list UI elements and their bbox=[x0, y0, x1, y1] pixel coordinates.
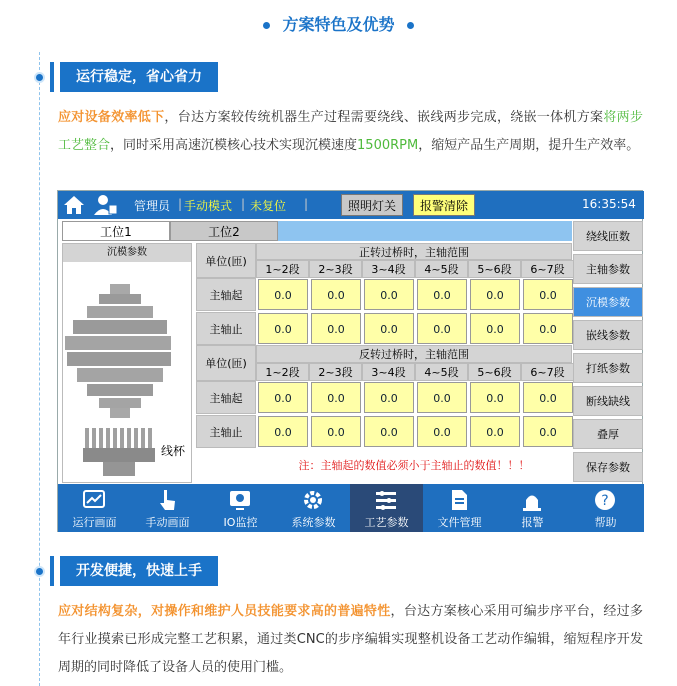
section1-highlight: 应对设备效率低下 bbox=[58, 110, 165, 125]
header-title: 方案特色及优势 bbox=[282, 15, 395, 34]
value-field-fwd-start[interactable]: 0.0 bbox=[523, 279, 573, 310]
header-dot-left bbox=[263, 22, 270, 29]
side-button-5[interactable]: 断线缺线 bbox=[573, 386, 643, 416]
segment-header-rev: 6~7段 bbox=[521, 363, 574, 381]
row-spindle-stop-rev: 主轴止 bbox=[196, 415, 256, 448]
segment-header-fwd: 6~7段 bbox=[521, 260, 574, 278]
side-button-1[interactable]: 主轴参数 bbox=[573, 254, 643, 284]
value-field-fwd-stop[interactable]: 0.0 bbox=[364, 313, 414, 344]
value-field-rev-start[interactable]: 0.0 bbox=[417, 382, 467, 413]
header-dot-right bbox=[407, 22, 414, 29]
value-field-fwd-stop[interactable]: 0.0 bbox=[311, 313, 361, 344]
hmi-screen bbox=[57, 190, 643, 532]
tab-station2[interactable]: 工位2 bbox=[170, 221, 278, 241]
value-field-fwd-start[interactable]: 0.0 bbox=[417, 279, 467, 310]
segment-header-rev: 2~3段 bbox=[309, 363, 362, 381]
side-button-0[interactable]: 绕线匝数 bbox=[573, 221, 643, 251]
value-field-fwd-start[interactable]: 0.0 bbox=[258, 279, 308, 310]
user-icon[interactable] bbox=[92, 193, 118, 217]
section2-title: 开发便捷，快速上手 bbox=[60, 556, 218, 586]
nav-label: 系统参数 bbox=[291, 516, 336, 529]
nav-label: 工艺参数 bbox=[364, 516, 409, 529]
section2-text: ，台达方案核心采用可编步序平台，经过多年行业摸索已形成完整工艺积累，通过类CNC的步序编辑实现整机设备工艺动作编辑，缩短程序开发周期的同时降低了设备人员的使用门槛。 bbox=[58, 604, 643, 675]
side-button-3[interactable]: 嵌线参数 bbox=[573, 320, 643, 350]
unit-label-rev: 单位(匝) bbox=[196, 345, 256, 381]
segment-header-fwd: 1~2段 bbox=[256, 260, 309, 278]
section-header bbox=[0, 12, 677, 35]
nav-item-6[interactable] bbox=[496, 484, 569, 532]
sep2: | bbox=[241, 197, 246, 211]
nav-item-7[interactable] bbox=[569, 484, 642, 532]
nav-item-5[interactable] bbox=[423, 484, 496, 532]
value-field-rev-stop[interactable]: 0.0 bbox=[258, 416, 308, 447]
sep1: | bbox=[178, 197, 183, 211]
nav-label: 报警 bbox=[521, 516, 544, 529]
section1-text-c: ，缩短产品生产周期，提升生产效率。 bbox=[418, 138, 640, 153]
segment-header-fwd: 3~4段 bbox=[362, 260, 415, 278]
hand-icon bbox=[155, 488, 179, 512]
value-field-fwd-stop[interactable]: 0.0 bbox=[258, 313, 308, 344]
side-button-6[interactable]: 叠厚 bbox=[573, 419, 643, 449]
sliders-icon bbox=[374, 488, 398, 512]
value-field-fwd-start[interactable]: 0.0 bbox=[470, 279, 520, 310]
home-icon[interactable] bbox=[62, 193, 86, 217]
tab-station1[interactable]: 工位1 bbox=[62, 221, 170, 241]
value-field-rev-start[interactable]: 0.0 bbox=[258, 382, 308, 413]
value-field-rev-start[interactable]: 0.0 bbox=[311, 382, 361, 413]
value-field-fwd-start[interactable]: 0.0 bbox=[311, 279, 361, 310]
segment-header-rev: 5~6段 bbox=[468, 363, 521, 381]
row-spindle-start-fwd: 主轴起 bbox=[196, 278, 256, 311]
segment-header-fwd: 5~6段 bbox=[468, 260, 521, 278]
nav-item-4[interactable] bbox=[350, 484, 423, 532]
nav-item-3[interactable] bbox=[277, 484, 350, 532]
side-button-2[interactable]: 沉模参数 bbox=[573, 287, 643, 317]
nav-item-1[interactable] bbox=[131, 484, 204, 532]
panel-title: 沉模参数 bbox=[63, 244, 191, 262]
nav-label: IO监控 bbox=[223, 516, 258, 529]
nav-label: 帮助 bbox=[594, 516, 617, 529]
chart-icon bbox=[82, 488, 106, 512]
section1-green1: 将两步工艺整合 bbox=[58, 110, 643, 153]
segment-header-rev: 1~2段 bbox=[256, 363, 309, 381]
nav-item-2[interactable] bbox=[204, 484, 277, 532]
reset-status: 未复位 bbox=[250, 199, 287, 213]
value-field-rev-stop[interactable]: 0.0 bbox=[523, 416, 573, 447]
diagram-panel bbox=[62, 243, 192, 483]
value-field-rev-stop[interactable]: 0.0 bbox=[311, 416, 361, 447]
segment-header-rev: 4~5段 bbox=[415, 363, 468, 381]
bell-icon bbox=[520, 488, 544, 512]
value-field-fwd-stop[interactable]: 0.0 bbox=[417, 313, 467, 344]
nav-label: 文件管理 bbox=[437, 516, 482, 529]
section1-green2: 1500RPM bbox=[357, 138, 419, 153]
nav-label: 手动画面 bbox=[145, 516, 190, 529]
monitor-icon bbox=[228, 488, 252, 512]
segment-header-rev: 3~4段 bbox=[362, 363, 415, 381]
section1-title: 运行稳定，省心省力 bbox=[60, 62, 218, 92]
row-spindle-start-rev: 主轴起 bbox=[196, 381, 256, 414]
light-toggle-button[interactable]: 照明灯关 bbox=[341, 194, 403, 216]
value-field-rev-stop[interactable]: 0.0 bbox=[470, 416, 520, 447]
value-field-fwd-stop[interactable]: 0.0 bbox=[523, 313, 573, 344]
reverse-header: 反转过桥时，主轴范围 bbox=[256, 345, 572, 363]
hmi-title-bar bbox=[58, 191, 644, 219]
alarm-clear-button[interactable]: 报警清除 bbox=[413, 194, 475, 216]
warning-note: 注：主轴起的数值必须小于主轴止的数值！！！ bbox=[298, 459, 530, 472]
file-icon bbox=[447, 488, 471, 512]
value-field-rev-start[interactable]: 0.0 bbox=[364, 382, 414, 413]
bottom-nav bbox=[58, 484, 644, 532]
user-role: 管理员 bbox=[134, 199, 171, 213]
side-button-7[interactable]: 保存参数 bbox=[573, 452, 643, 482]
value-field-fwd-start[interactable]: 0.0 bbox=[364, 279, 414, 310]
nav-label: 运行画面 bbox=[72, 516, 117, 529]
timeline-dot bbox=[34, 72, 45, 83]
section1-paragraph bbox=[58, 104, 643, 160]
timeline-line bbox=[39, 52, 40, 686]
tab-bar-fill bbox=[278, 221, 572, 241]
side-button-4[interactable]: 打纸参数 bbox=[573, 353, 643, 383]
timeline-dot-2 bbox=[34, 566, 45, 577]
value-field-rev-start[interactable]: 0.0 bbox=[470, 382, 520, 413]
sep3: | bbox=[304, 197, 309, 211]
gear-icon bbox=[301, 488, 325, 512]
segment-header-fwd: 2~3段 bbox=[309, 260, 362, 278]
value-field-rev-stop[interactable]: 0.0 bbox=[417, 416, 467, 447]
svg-text:?: ? bbox=[601, 493, 609, 509]
row-spindle-stop-fwd: 主轴止 bbox=[196, 312, 256, 345]
forward-header: 正转过桥时，主轴范围 bbox=[256, 243, 572, 260]
segment-header-fwd: 4~5段 bbox=[415, 260, 468, 278]
value-field-fwd-stop[interactable]: 0.0 bbox=[470, 313, 520, 344]
unit-label: 单位(匝) bbox=[196, 243, 256, 278]
help-icon bbox=[593, 488, 617, 512]
clock: 16:35:54 bbox=[582, 197, 636, 211]
nav-item-0[interactable] bbox=[58, 484, 131, 532]
section2-highlight: 应对结构复杂，对操作和维护人员技能要求高的普遍特性 bbox=[58, 604, 391, 619]
cup-label: 线杯 bbox=[161, 444, 186, 458]
section1-text-a: ，台达方案较传统机器生产过程需要绕线、嵌线两步完成，绕嵌一体机方案 bbox=[164, 110, 604, 125]
value-field-rev-stop[interactable]: 0.0 bbox=[364, 416, 414, 447]
section2-paragraph bbox=[58, 598, 643, 682]
mode-status: 手动模式 bbox=[184, 199, 233, 213]
value-field-rev-start[interactable]: 0.0 bbox=[523, 382, 573, 413]
section1-text-b: ，同时采用高速沉模核心技术实现沉模速度 bbox=[110, 138, 358, 153]
